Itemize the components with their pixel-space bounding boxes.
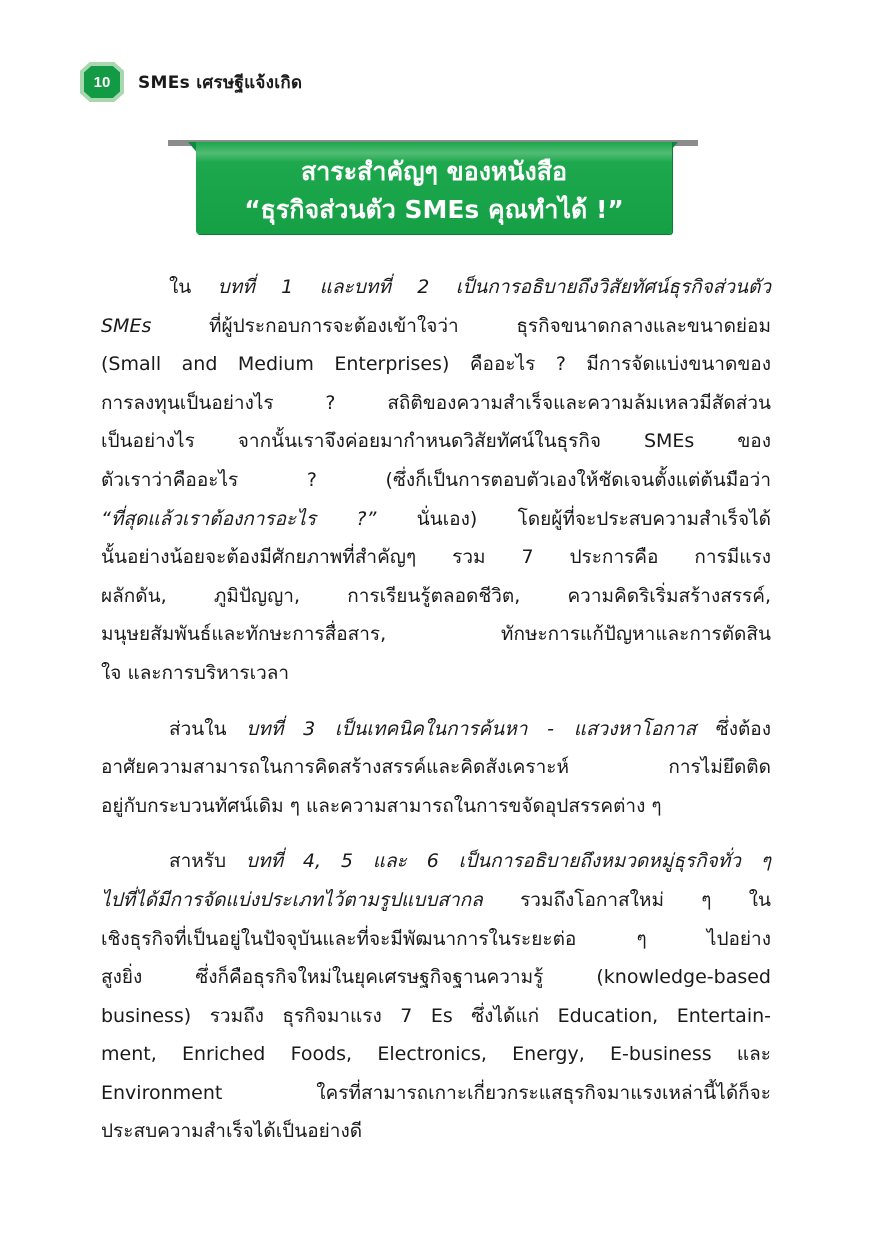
- text-run: ใจ และการบริหารเวลา: [101, 661, 290, 684]
- emphasized-text: บทที่ 1 และบทที่ 2 เป็นการอธิบายถึงวิสัยทัศน์ธุรกิจส่วนตัว: [217, 276, 771, 298]
- text-line: [101, 384, 771, 423]
- text-run: ใน: [169, 276, 218, 298]
- text-line: [101, 268, 771, 307]
- text-run: ซึ่งต้อง: [696, 717, 772, 740]
- text-run: ผลักดัน, ภูมิปัญญา, การเรียนรู้ตลอดชีวิต, ความคิดริเริ่มสร้างสรรค์,: [101, 584, 771, 607]
- text-line: [101, 538, 771, 577]
- emphasized-text: SMEs: [101, 314, 152, 337]
- body-text: [101, 268, 771, 1168]
- text-run: ตัวเราว่าคืออะไร ? (ซึ่งก็เป็นการตอบตัวเองให้ชัดเจนตั้งแต่ต้นมือว่า: [101, 468, 771, 491]
- text-run: สูงยิ่ง ซึ่งก็คือธุรกิจใหม่ในยุคเศรษฐกิจฐานความรู้ (knowledge-based: [101, 966, 771, 989]
- text-line: [101, 958, 771, 997]
- text-run: ment, Enriched Foods, Electronics, Energy, E-business และ: [101, 1043, 771, 1066]
- text-run: ที่ผู้ประกอบการจะต้องเข้าใจว่า ธุรกิจขนาดกลางและขนาดย่อม: [151, 314, 771, 337]
- text-line: [101, 1035, 771, 1074]
- text-run: นั้นอย่างน้อยจะต้องมีศักยภาพที่สำคัญๆ รวม 7 ประการคือ การมีแรง: [101, 546, 771, 569]
- text-line: [101, 307, 771, 346]
- text-run: อยู่กับกระบวนทัศน์เดิม ๆ และความสามารถในการขจัดอุปสรรคต่าง ๆ: [101, 794, 662, 817]
- text-line: [101, 422, 771, 461]
- text-run: (Small and Medium Enterprises) คืออะไร ? มีการจัดแบ่งขนาดของ: [101, 353, 771, 376]
- text-run: ส่วนใน: [169, 717, 247, 740]
- text-run: รวมถึงโอกาสใหม่ ๆ ใน: [482, 888, 771, 911]
- text-run: ประสบความสำเร็จได้เป็นอย่างดี: [101, 1120, 363, 1143]
- text-run: มนุษยสัมพันธ์และทักษะการสื่อสาร, ทักษะการแก้ปัญหาและการตัดสิน: [101, 623, 771, 646]
- text-line: [101, 345, 771, 384]
- emphasized-text: บทที่ 3 เป็นเทคนิคในการค้นหา - แสวงหาโอกาส: [246, 717, 697, 740]
- text-line: [101, 787, 771, 826]
- text-run: นั่นเอง) โดยผู้ที่จะประสบความสำเร็จได้: [376, 507, 771, 530]
- text-run: Environment ใครที่สามารถเกาะเกี่ยวกระแสธุรกิจมาแรงเหล่านี้ได้ก็จะ: [101, 1081, 771, 1104]
- section-banner: [168, 138, 698, 234]
- banner-title-line-2: “ธุรกิจส่วนตัว SMEs คุณทำได้ !”: [244, 195, 624, 224]
- page-header: [80, 62, 302, 102]
- paragraph-chapters-1-2: [101, 268, 771, 693]
- page-number: 10: [93, 73, 111, 91]
- banner-title-line-1: สาระสำคัญๆ ของหนังสือ: [301, 157, 567, 186]
- page-number-badge: [80, 62, 124, 102]
- running-book-title: SMEs เศรษฐีแจ้งเกิด: [138, 72, 303, 93]
- text-line: [101, 654, 771, 693]
- paragraph-chapters-4-6: [101, 842, 771, 1151]
- text-line: [101, 500, 771, 539]
- text-line: [101, 997, 771, 1036]
- text-run: อาศัยความสามารถในการคิดสร้างสรรค์และคิดสังเคราะห์ การไม่ยึดติด: [101, 756, 771, 779]
- text-run: สาหรับ: [169, 850, 246, 873]
- text-line: [101, 748, 771, 787]
- emphasized-text: “ที่สุดแล้วเราต้องการอะไร ?”: [101, 507, 377, 530]
- text-line: [101, 577, 771, 616]
- text-line: [101, 920, 771, 959]
- text-run: เป็นอย่างไร จากนั้นเราจึงค่อยมากำหนดวิสัยทัศน์ในธุรกิจ SMEs ของ: [101, 430, 771, 453]
- text-line: [101, 461, 771, 500]
- emphasized-text: ไปที่ได้มีการจัดแบ่งประเภทไว้ตามรูปแบบสากล: [101, 888, 483, 911]
- text-run: business) รวมถึง ธุรกิจมาแรง 7 Es ซึ่งได้แก่ Education, Entertain-: [101, 1004, 771, 1027]
- emphasized-text: บทที่ 4, 5 และ 6 เป็นการอธิบายถึงหมวดหมู่ธุรกิจทั่ว ๆ: [245, 850, 771, 873]
- text-line: [101, 881, 771, 920]
- text-line: [101, 842, 771, 881]
- text-line: [101, 710, 771, 749]
- text-run: การลงทุนเป็นอย่างไร ? สถิติของความสำเร็จและความล้มเหลวมีสัดส่วน: [101, 391, 771, 414]
- banner-panel: [196, 142, 672, 234]
- text-line: [101, 1074, 771, 1113]
- paragraph-chapter-3: [101, 710, 771, 826]
- text-line: [101, 615, 771, 654]
- text-line: [101, 1112, 771, 1151]
- text-run: เชิงธุรกิจที่เป็นอยู่ในปัจจุบันและที่จะมีพัฒนาการในระยะต่อ ๆ ไปอย่าง: [101, 927, 771, 950]
